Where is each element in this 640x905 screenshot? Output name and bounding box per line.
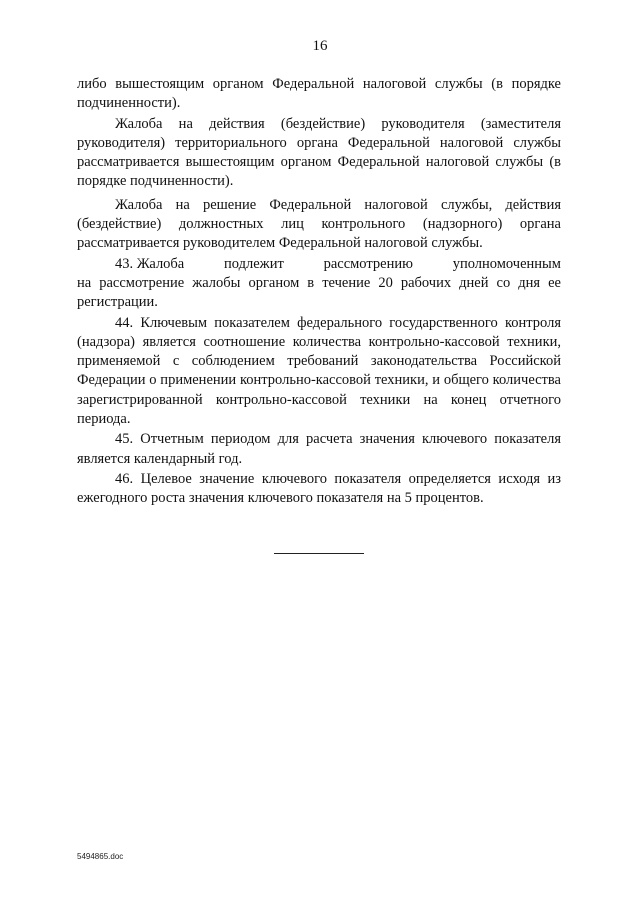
- end-separator-line: [274, 553, 364, 554]
- paragraph-45: 45. Отчетным периодом для расчета значения ключевого показателя является календарный год.: [77, 431, 561, 467]
- paragraph-continuation: либо вышестоящим органом Федеральной налоговой службы (в порядке подчиненности).: [77, 76, 561, 112]
- paragraph-43-word: уполномоченным: [452, 255, 561, 272]
- paragraph-46: 46. Целевое значение ключевого показателя определяется исходя из ежегодного роста значения ключевого показателя на 5 процентов.: [77, 470, 561, 507]
- paragraph-43-word: рассмотрению: [323, 255, 413, 272]
- paragraph-43: [77, 255, 561, 313]
- paragraph-43-rest: на рассмотрение жалобы органом в течение 20 рабочих дней со дня ее регистрации.: [77, 274, 561, 311]
- paragraph-complaint-territorial: Жалоба на действия (бездействие) руководителя (заместителя руководителя) территориального органа Федеральной налоговой службы рассматривается вышестоящим органом Федеральной налоговой службы (в порядке подчиненности).: [77, 115, 561, 190]
- paragraph-complaint-fns: Жалоба на решение Федеральной налоговой службы, действия (бездействие) должностных лиц контрольного (надзорного) органа рассматривается руководителем Федеральной налоговой службы.: [77, 196, 561, 252]
- paragraph-43-first-line: [77, 255, 561, 274]
- footer-filename: 5494865.doc: [77, 852, 124, 861]
- paragraph-43-word: 43. Жалоба: [115, 255, 185, 272]
- document-body: [77, 75, 561, 509]
- paragraph-43-word: подлежит: [224, 255, 284, 272]
- paragraph-44: 44. Ключевым показателем федерального государственного контроля (надзора) является соотношение количества контрольно-кассовой техники, применяемой с соблюдением требований законодательства Российской Федерации о применении контрольно-кассовой техники, и общего количества зарегистрированной контрольно-кассовой техники на конец отчетного периода.: [77, 314, 561, 428]
- page-number: 16: [312, 38, 328, 54]
